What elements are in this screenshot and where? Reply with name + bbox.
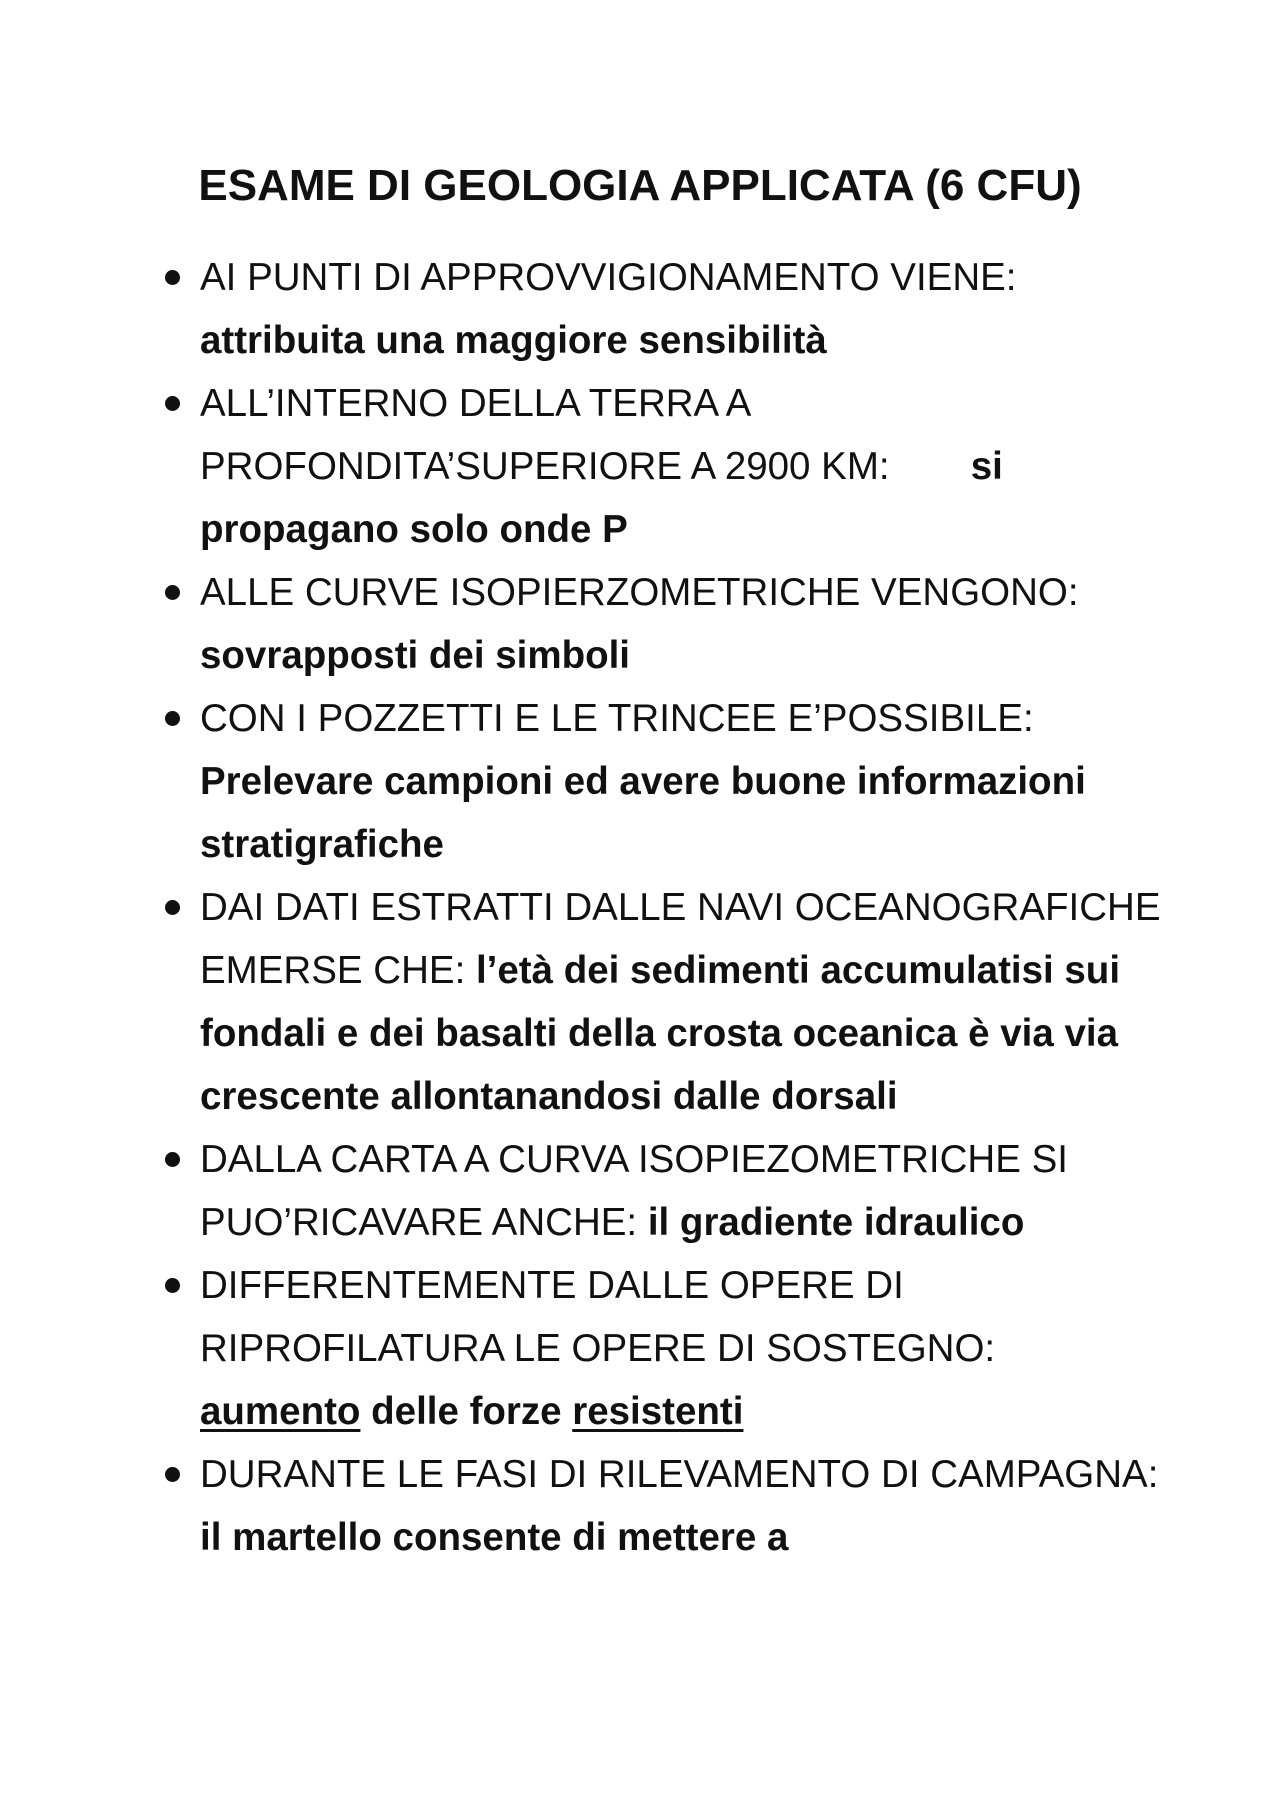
bullet-icon	[163, 1254, 187, 1317]
question-list	[163, 246, 1183, 1569]
answer-text: delle forze	[360, 1390, 573, 1433]
bullet-icon	[163, 687, 187, 750]
answer-text: il martello consente di mettere a	[200, 1516, 789, 1559]
bullet-icon	[163, 246, 187, 309]
list-item	[163, 1128, 1183, 1254]
answer-underlined-word: resistenti	[572, 1390, 744, 1433]
bullet-icon	[163, 561, 187, 624]
answer-text: l’età dei sedimenti accumulatisi sui fondali e dei basalti della crosta oceanica è via via crescente allontanandosi dalle dorsali	[200, 949, 1121, 1118]
question-text: DALLA CARTA A CURVA ISOPIEZOMETRICHE SI PUO’RICAVARE ANCHE:	[200, 1138, 1068, 1244]
question-text: ALLE CURVE ISOPIERZOMETRICHE VENGONO:	[200, 571, 1079, 614]
answer-underlined-word: aumento	[200, 1390, 361, 1433]
question-text: DIFFERENTEMENTE DALLE OPERE DI RIPROFILATURA LE OPERE DI SOSTEGNO:	[200, 1264, 996, 1370]
question-text: ALL’INTERNO DELLA TERRA A PROFONDITA’SUPERIORE A 2900 KM:	[200, 382, 890, 488]
document-title: ESAME DI GEOLOGIA APPLICATA (6 CFU)	[198, 161, 1082, 210]
question-text: CON I POZZETTI E LE TRINCEE E’POSSIBILE:	[200, 697, 1034, 740]
bullet-icon	[163, 1128, 187, 1191]
bullet-icon	[163, 876, 187, 939]
list-item	[163, 876, 1183, 1128]
list-item	[163, 1254, 1183, 1443]
list-item	[163, 687, 1183, 876]
bullet-icon	[163, 1443, 187, 1506]
answer-text: sovrapposti dei simboli	[200, 634, 631, 677]
bullet-icon	[163, 372, 187, 435]
list-item	[163, 1443, 1183, 1569]
question-text: AI PUNTI DI APPROVVIGIONAMENTO VIENE:	[200, 256, 1017, 299]
question-text: DAI DATI ESTRATTI DALLE NAVI OCEANOGRAFICHE EMERSE CHE:	[200, 886, 1161, 992]
list-item	[163, 246, 1183, 372]
question-text: DURANTE LE FASI DI RILEVAMENTO DI CAMPAGNA:	[200, 1453, 1159, 1496]
list-item	[163, 372, 1183, 561]
answer-text: Prelevare campioni ed avere buone informazioni stratigrafiche	[200, 760, 1086, 866]
list-item	[163, 561, 1183, 687]
answer-text: si propagano solo onde P	[200, 445, 1003, 551]
answer-text: attribuita una maggiore sensibilità	[200, 319, 827, 362]
answer-text: il gradiente idraulico	[647, 1201, 1025, 1244]
